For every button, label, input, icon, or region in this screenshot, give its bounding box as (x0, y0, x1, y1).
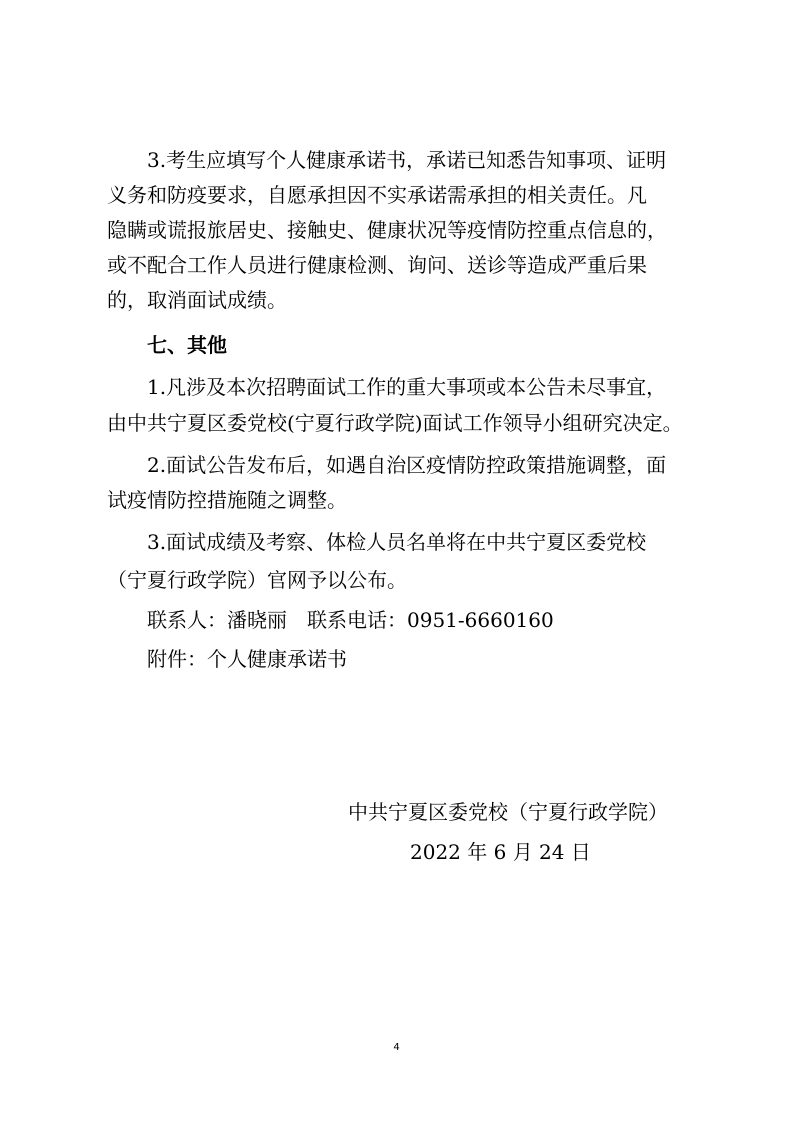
page-number: 4 (393, 1042, 400, 1053)
signature-date: 2022 年 6 月 24 日 (410, 840, 591, 864)
paragraph-line: 试疫情防控措施随之调整。 (107, 488, 347, 512)
paragraph-line: 由中共宁夏区委党校(宁夏行政学院)面试工作领导小组研究决定。 (107, 411, 683, 435)
paragraph-line: 1.凡涉及本次招聘面试工作的重大事项或本公告未尽事宜， (147, 375, 667, 399)
section-heading: 七、其他 (147, 333, 227, 357)
attachment-line: 附件：个人健康承诺书 (147, 647, 347, 671)
paragraph-line: 2.面试公告发布后，如遇自治区疫情防控政策措施调整，面 (147, 453, 667, 477)
paragraph-line: 3.面试成绩及考察、体检人员名单将在中共宁夏区委党校 (147, 530, 647, 554)
paragraph-line: 的，取消面试成绩。 (107, 288, 287, 312)
paragraph-line: 3.考生应填写个人健康承诺书，承诺已知悉告知事项、证明 (147, 148, 667, 172)
paragraph-line: 义务和防疫要求，自愿承担因不实承诺需承担的相关责任。凡 (107, 183, 647, 207)
contact-line: 联系人：潘晓丽 联系电话：0951-6660160 (147, 608, 554, 632)
signature-org: 中共宁夏区委党校（宁夏行政学院） (348, 800, 668, 824)
paragraph-line: 隐瞒或谎报旅居史、接触史、健康状况等疫情防控重点信息的， (107, 218, 667, 242)
paragraph-line: （宁夏行政学院）官网予以公布。 (107, 568, 407, 592)
paragraph-line: 或不配合工作人员进行健康检测、询问、送诊等造成严重后果 (107, 253, 647, 277)
